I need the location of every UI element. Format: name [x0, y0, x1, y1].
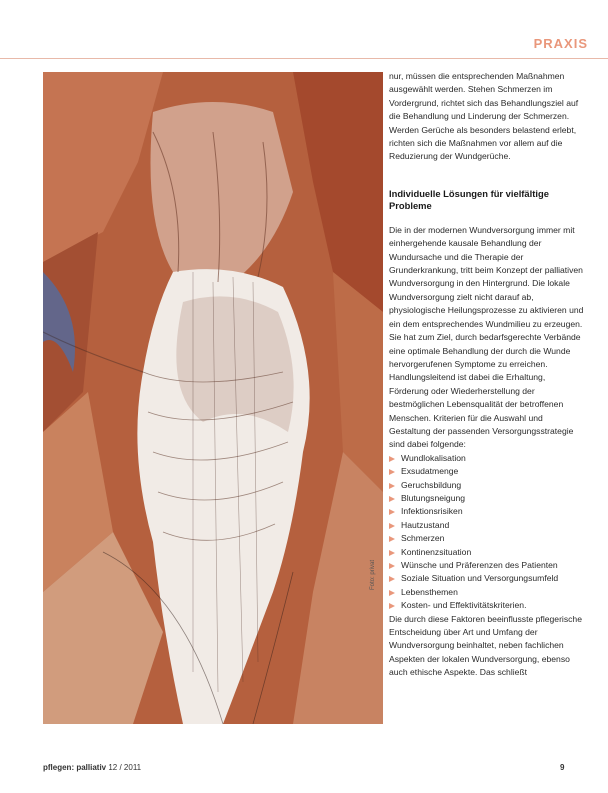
list-item: Schmerzen — [389, 532, 586, 545]
issue-number: 12 / 2011 — [108, 763, 142, 772]
bullet-triangle-icon — [389, 496, 395, 502]
page-number: 9 — [560, 763, 565, 772]
journal-footer — [43, 763, 141, 772]
list-item: Blutungsneigung — [389, 492, 586, 505]
article-column — [389, 70, 586, 680]
bullet-triangle-icon — [389, 536, 395, 542]
bullet-triangle-icon — [389, 456, 395, 462]
journal-name: pflegen: palliativ — [43, 763, 107, 772]
list-item: Infektionsrisiken — [389, 505, 586, 518]
artwork-illustration — [43, 72, 383, 724]
header-rule — [0, 58, 608, 59]
bullet-triangle-icon — [389, 603, 395, 609]
body-paragraph: Die in der modernen Wundversorgung immer mit einhergehende kausale Behandlung der Wundursache und die Therapie der Grunderkrankung, tritt beim Konzept der palliativen Wundversorgung in den Hintergrund. Die lokale Wundversorgung zielt nicht darauf ab, physiologische Heilungsprozesse zu aktivieren und ein dem entsprechendes Wundmilieu zu erzeugen. Sie hat zum Ziel, durch bedarfsgerechte Verbände eine optimale Behandlung der durch die Wunde hervorgerufenen Symptome zu erreichen. Handlungsleitend ist dabei die Erhaltung, Förderung oder Wiederherstellung der bestmöglichen Lebensqualität der betroffenen Menschen. Kriterien für die Auswahl und Gestaltung der passenden Versorgungsstrategie sind dabei folgende: — [389, 224, 584, 450]
bullet-triangle-icon — [389, 509, 395, 515]
list-item: Kontinenzsituation — [389, 546, 586, 559]
list-item: Hautzustand — [389, 519, 586, 532]
photo-credit: Foto: privat — [370, 559, 376, 590]
list-item: Kosten- und Effektivitätskriterien. — [389, 599, 586, 612]
subheading: Individuelle Lösungen für vielfältige Probleme — [389, 187, 549, 211]
intro-paragraph: nur, müssen die entsprechenden Maßnahmen ausgewählt werden. Stehen Schmerzen im Vordergrund, richtet sich das Behandlungsziel auf die Behandlung und Linderung der Schmerzen. Werden Gerüche als besonders belastend erlebt, richten sich die Maßnahmen vor allem auf die Reduzierung der Wundgerüche. — [389, 71, 579, 162]
criteria-list — [389, 452, 586, 613]
bullet-triangle-icon — [389, 550, 395, 556]
bullet-triangle-icon — [389, 563, 395, 569]
bullet-triangle-icon — [389, 590, 395, 596]
list-item: Exsudatmenge — [389, 465, 586, 478]
list-item: Geruchsbildung — [389, 479, 586, 492]
bullet-triangle-icon — [389, 483, 395, 489]
list-item: Lebensthemen — [389, 586, 586, 599]
closing-paragraph: Die durch diese Faktoren beeinflusste pflegerische Entscheidung über Art und Umfang der Wundversorgung beinhaltet, neben fachlichen Aspekten der lokalen Wundversorgung, ebenso auch ethische Aspekte. Das schließt — [389, 613, 582, 678]
list-item: Wundlokalisation — [389, 452, 586, 465]
bullet-triangle-icon — [389, 469, 395, 475]
bullet-triangle-icon — [389, 576, 395, 582]
list-item: Wünsche und Präferenzen des Patienten — [389, 559, 586, 572]
list-item: Soziale Situation und Versorgungsumfeld — [389, 572, 586, 585]
bullet-triangle-icon — [389, 523, 395, 529]
section-label: PRAXIS — [533, 36, 588, 51]
